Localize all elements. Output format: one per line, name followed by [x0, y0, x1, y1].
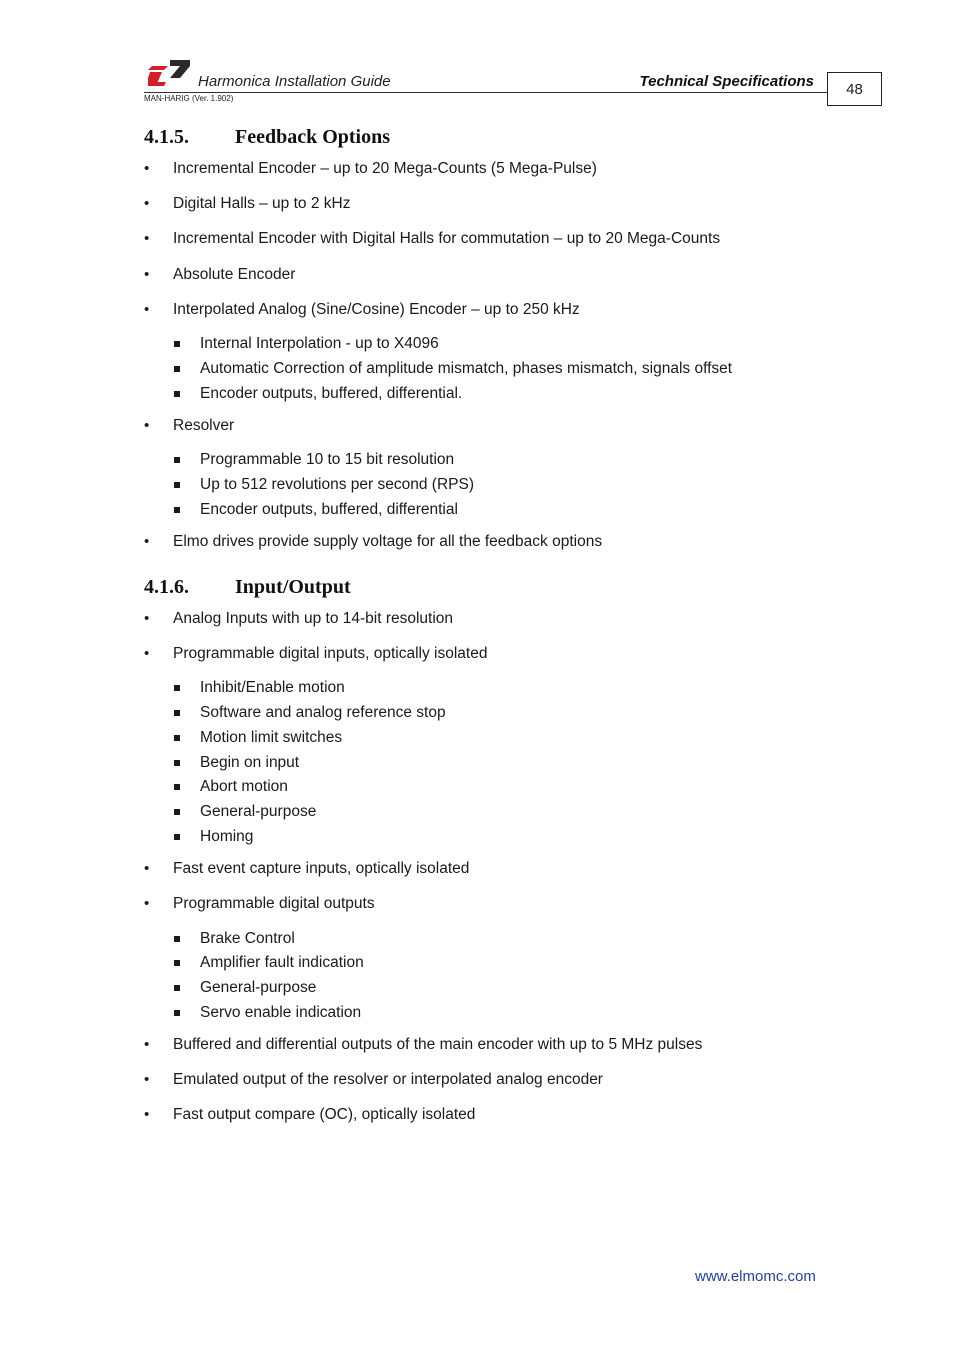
list-item: • Resolver: [144, 416, 844, 436]
list-item: • Elmo drives provide supply voltage for all the feedback options: [144, 532, 844, 552]
sub-list-item: Motion limit switches: [144, 728, 844, 748]
section-title-text: Input/Output: [235, 575, 351, 598]
sub-list-item: Programmable 10 to 15 bit resolution: [144, 450, 844, 470]
list-item: • Programmable digital outputs: [144, 894, 844, 914]
sub-list-item: General-purpose: [144, 978, 844, 998]
sub-list-item: Servo enable indication: [144, 1003, 844, 1023]
sub-list-item: Brake Control: [144, 929, 844, 949]
section-heading-input-output: [144, 572, 844, 602]
list-item: • Buffered and differential outputs of the main encoder with up to 5 MHz pulses: [144, 1035, 844, 1055]
section-title-text: Feedback Options: [235, 125, 391, 148]
header-rule: [144, 92, 827, 93]
section-number: 4.1.6.: [144, 575, 189, 598]
list-item: • Interpolated Analog (Sine/Cosine) Encoder – up to 250 kHz: [144, 300, 844, 320]
input-output-list: [144, 609, 844, 1125]
sub-list-item: Amplifier fault indication: [144, 953, 844, 973]
list-item: • Emulated output of the resolver or interpolated analog encoder: [144, 1070, 844, 1090]
sub-list-item: Internal Interpolation - up to X4096: [144, 334, 844, 354]
sub-list-item: Software and analog reference stop: [144, 703, 844, 723]
list-item: • Fast output compare (OC), optically isolated: [144, 1105, 844, 1125]
feedback-options-list: [144, 159, 844, 552]
document-version: MAN-HARIG (Ver. 1.902): [144, 94, 234, 103]
sub-list-item: Encoder outputs, buffered, differential.: [144, 384, 844, 404]
footer-website-link[interactable]: www.elmomc.com: [695, 1268, 816, 1285]
sub-list-item: Inhibit/Enable motion: [144, 678, 844, 698]
sub-list-item: General-purpose: [144, 802, 844, 822]
page-content: [144, 122, 844, 1125]
list-item: • Incremental Encoder – up to 20 Mega-Counts (5 Mega-Pulse): [144, 159, 844, 179]
sub-list-item: Encoder outputs, buffered, differential: [144, 500, 844, 520]
list-item: • Absolute Encoder: [144, 265, 844, 285]
section-heading-feedback-options: [144, 122, 844, 152]
elmo-logo-icon: [148, 58, 190, 88]
list-item: • Digital Halls – up to 2 kHz: [144, 194, 844, 214]
list-item: • Fast event capture inputs, optically isolated: [144, 859, 844, 879]
page-number: 48: [827, 72, 882, 106]
section-number: 4.1.5.: [144, 125, 189, 148]
list-item: • Analog Inputs with up to 14-bit resolution: [144, 609, 844, 629]
sub-list-item: Up to 512 revolutions per second (RPS): [144, 475, 844, 495]
list-item: • Programmable digital inputs, optically isolated: [144, 644, 844, 664]
sub-list-item: Begin on input: [144, 753, 844, 773]
list-item: • Incremental Encoder with Digital Halls for commutation – up to 20 Mega-Counts: [144, 229, 844, 249]
sub-list-item: Abort motion: [144, 777, 844, 797]
document-title: Harmonica Installation Guide: [198, 73, 391, 90]
sub-list-item: Automatic Correction of amplitude mismatch, phases mismatch, signals offset: [144, 359, 844, 379]
section-title: Technical Specifications: [639, 73, 814, 90]
sub-list-item: Homing: [144, 827, 844, 847]
